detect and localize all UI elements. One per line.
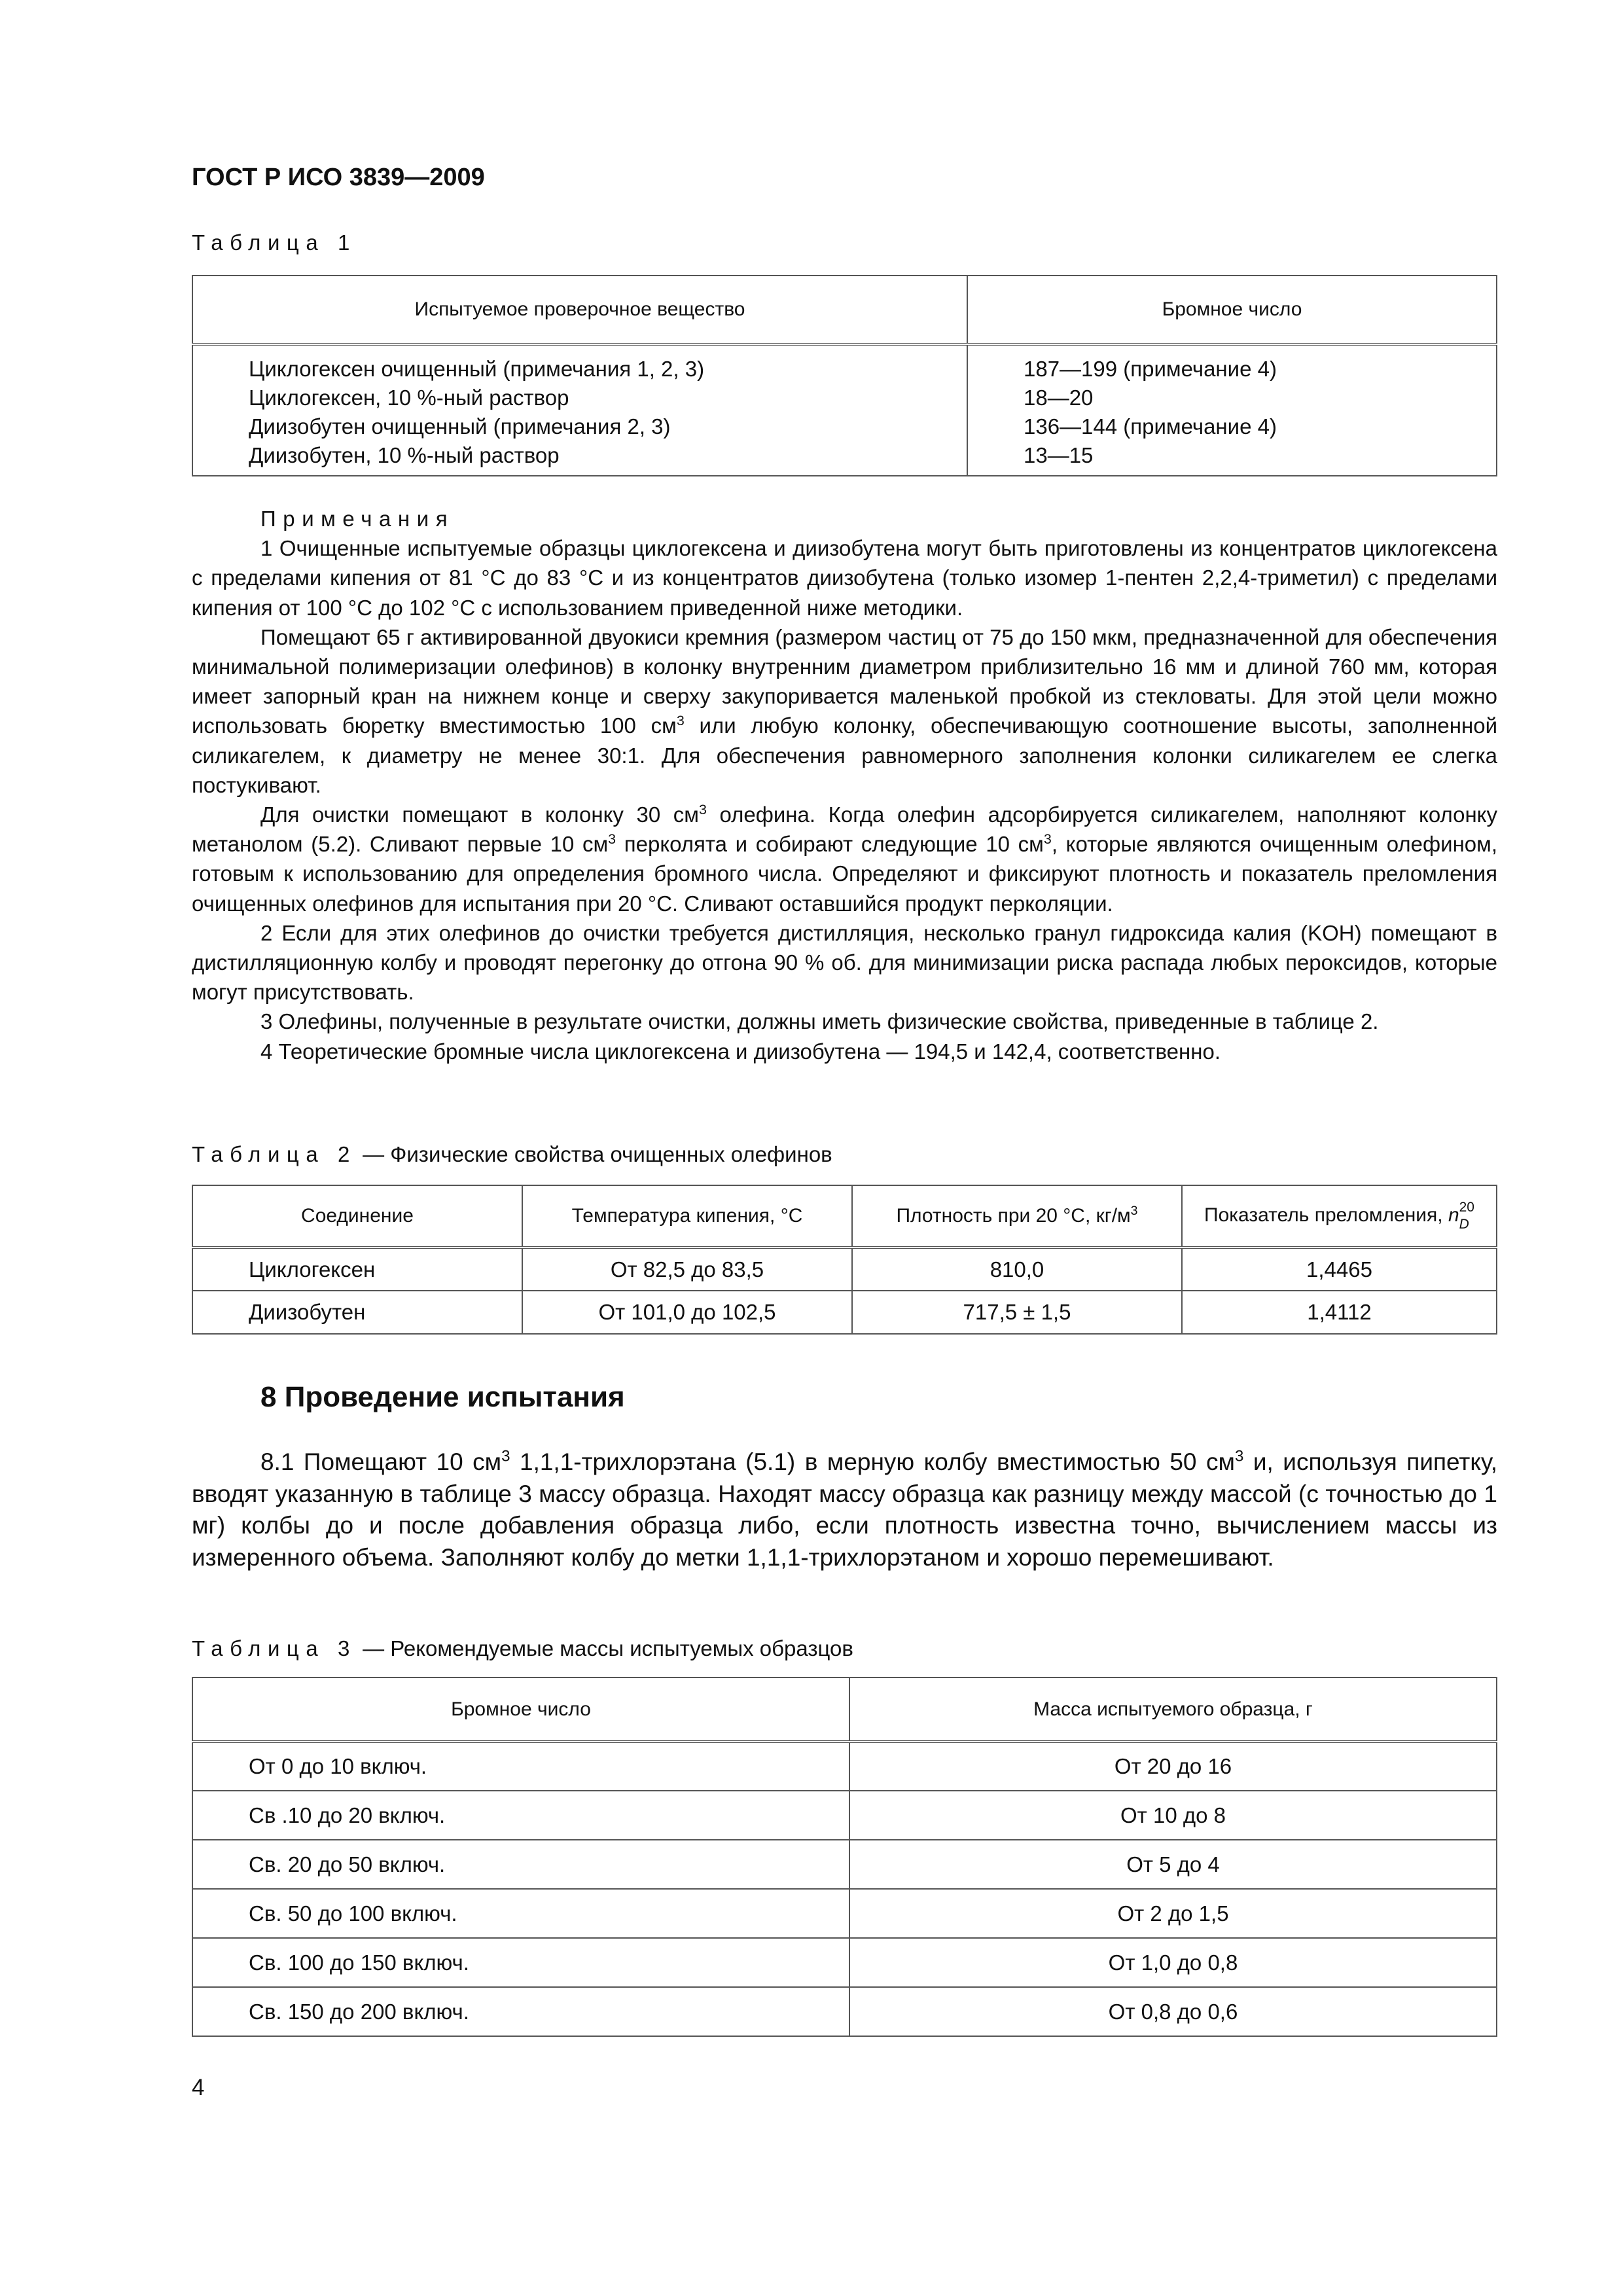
table3-cell: От 0 до 10 включ. bbox=[192, 1742, 849, 1791]
table1-col-substance: Испытуемое проверочное вещество bbox=[192, 276, 967, 344]
table3-cell: От 10 до 8 bbox=[849, 1791, 1497, 1840]
table2-col-boiling: Температура кипения, °С bbox=[522, 1185, 852, 1247]
table3-cell: Св. 150 до 200 включ. bbox=[192, 1987, 849, 2036]
table2-cell: 810,0 bbox=[852, 1247, 1182, 1291]
note-1: 1 Очищенные испытуемые образцы циклогексена и диизобутена могут быть приготовлены из концентратов циклогексена с пределами кипения от 81 °С до 83 °С и из концентратов диизобутена (только изомер 1-пентен 2,2,4-триметил) с пределами кипения от 100 °С до 102 °С с использованием приведенной ниже методики. bbox=[192, 536, 1497, 620]
note-4: 4 Теоретические бромные числа циклогексена и диизобутена — 194,5 и 142,4, соответственно. bbox=[260, 1039, 1221, 1064]
table2-cell: От 82,5 до 83,5 bbox=[522, 1247, 852, 1291]
table1-cell: Диизобутен, 10 %-ный раствор bbox=[249, 443, 560, 467]
table1-values bbox=[967, 344, 1497, 476]
note-3: 3 Олефины, полученные в результате очистки, должны иметь физические свойства, приведенные в таблице 2. bbox=[260, 1009, 1379, 1034]
document-page bbox=[192, 0, 1497, 2296]
table3-cell: От 2 до 1,5 bbox=[849, 1889, 1497, 1938]
notes-title: Примечания bbox=[260, 507, 455, 531]
table1-cell: 136—144 (примечание 4) bbox=[1024, 414, 1277, 439]
table3-cell: От 0,8 до 0,6 bbox=[849, 1987, 1497, 2036]
section-title: 8 Проведение испытания bbox=[260, 1381, 625, 1413]
table-row bbox=[192, 1291, 1497, 1334]
note-1-purification: Для очистки помещают в колонку 30 $см^3$ олефина. Когда олефин адсорбируется силикагелем, наполняют колонку метанолом (5.2). Сливают первые 10 $см^3$ перколята и собирают следующие 10 $см^3$, которые являются очищенным олефином, готовым к использованию для определения бромного числа. Определяют и фиксируют плотность и показатель преломления очищенных олефинов для испытания при 20 °С. Сливают оставшийся продукт перколяции. bbox=[192, 802, 1497, 916]
table-row bbox=[192, 1889, 1497, 1938]
paragraph-8-1: 8.1 Помещают 10 $см^3$ 1,1,1-трихлорэтана (5.1) в мерную колбу вместимостью 50 $см^3$ и, используя пипетку, вводят указанную в таблице 3 массу образца. Находят массу образца как разницу между массой (с точностью до 1 мг) колбы до и после добавления образца либо, если плотность известна точно, вычислением массы из измеренного объема. Заполняют колбу до метки 1,1,1-трихлорэтаном и хорошо перемешивают. bbox=[192, 1447, 1497, 1571]
table3-cell: От 20 до 16 bbox=[849, 1742, 1497, 1791]
table-row bbox=[192, 1247, 1497, 1291]
notes-block bbox=[192, 504, 1497, 1066]
table1-cell: Циклогексен очищенный (примечания 1, 2, 3) bbox=[249, 357, 705, 381]
table2-caption: Таблица 2 — Физические свойства очищенных олефинов bbox=[192, 1142, 832, 1166]
table-row bbox=[192, 1987, 1497, 2036]
table-row bbox=[192, 1840, 1497, 1889]
table3-cell: От 5 до 4 bbox=[849, 1840, 1497, 1889]
table3-cell: Св. 20 до 50 включ. bbox=[192, 1840, 849, 1889]
table2-cell: 717,5 ± 1,5 bbox=[852, 1291, 1182, 1334]
table2-header-row bbox=[192, 1185, 1497, 1247]
table-row bbox=[192, 1938, 1497, 1987]
table2-cell: 1,4465 bbox=[1182, 1247, 1497, 1291]
table2-cell: 1,4112 bbox=[1182, 1291, 1497, 1334]
table2-col-refraction: Показатель преломления, n 20 D bbox=[1182, 1185, 1497, 1247]
table3-cell: Св. 100 до 150 включ. bbox=[192, 1938, 849, 1987]
table1-header-row bbox=[192, 276, 1497, 344]
table1-substances bbox=[192, 344, 967, 476]
table3-cell: Св .10 до 20 включ. bbox=[192, 1791, 849, 1840]
table1-cell: Диизобутен очищенный (примечания 2, 3) bbox=[249, 414, 671, 439]
table3-caption: Таблица 3 — Рекомендуемые массы испытуемых образцов bbox=[192, 1636, 853, 1660]
table3 bbox=[192, 1677, 1497, 2037]
table3-header-row bbox=[192, 1677, 1497, 1742]
table3-cell: От 1,0 до 0,8 bbox=[849, 1938, 1497, 1987]
page-number: 4 bbox=[192, 2075, 205, 2100]
table1-body-row bbox=[192, 344, 1497, 476]
table1-caption: Таблица 1 bbox=[192, 230, 357, 255]
table1-cell: 18—20 bbox=[1024, 386, 1094, 410]
table1-cell: 187—199 (примечание 4) bbox=[1024, 357, 1277, 381]
table2-cell: Диизобутен bbox=[192, 1291, 522, 1334]
table1-cell: Циклогексен, 10 %-ный раствор bbox=[249, 386, 569, 410]
table1-cell: 13—15 bbox=[1024, 443, 1094, 467]
table2 bbox=[192, 1185, 1497, 1335]
document-header: ГОСТ Р ИСО 3839—2009 bbox=[192, 164, 485, 191]
table-row bbox=[192, 1791, 1497, 1840]
table3-col-bromine: Бромное число bbox=[192, 1677, 849, 1742]
table2-cell: От 101,0 до 102,5 bbox=[522, 1291, 852, 1334]
table3-cell: Св. 50 до 100 включ. bbox=[192, 1889, 849, 1938]
table1 bbox=[192, 275, 1497, 476]
note-1-method: Помещают 65 г активированной двуокиси кремния (размером частиц от 75 до 150 мкм, предназначенной для обеспечения минимальной полимеризации олефинов) в колонку внутренним диаметром приблизительно 16 мм и длиной 760 мм, которая имеет запорный кран на нижнем конце и сверху закупоривается маленькой пробкой из стекловаты. Для этой цели можно использовать бюретку вместимостью 100 $см^3$ или любую колонку, обеспечивающую соотношение высоты, заполненной силикагелем, к диаметру не менее 30:1. Для обеспечения равномерного заполнения колонки силикагелем ее слегка постукивают. bbox=[192, 624, 1498, 797]
table2-col-density: Плотность при 20 °С, $кг/м^3$ bbox=[852, 1185, 1182, 1247]
table2-cell: Циклогексен bbox=[192, 1247, 522, 1291]
table2-col-compound: Соединение bbox=[192, 1185, 522, 1247]
table3-col-mass: Масса испытуемого образца, г bbox=[849, 1677, 1497, 1742]
note-2: 2 Если для этих олефинов до очистки требуется дистилляция, несколько гранул гидроксида калия (KOH) помещают в дистилляционную колбу и проводят перегонку до отгона 90 % об. для минимизации риска распада любых пероксидов, которые могут присутствовать. bbox=[192, 920, 1497, 1005]
table1-col-bromine: Бромное число bbox=[967, 276, 1497, 344]
table-row bbox=[192, 1742, 1497, 1791]
